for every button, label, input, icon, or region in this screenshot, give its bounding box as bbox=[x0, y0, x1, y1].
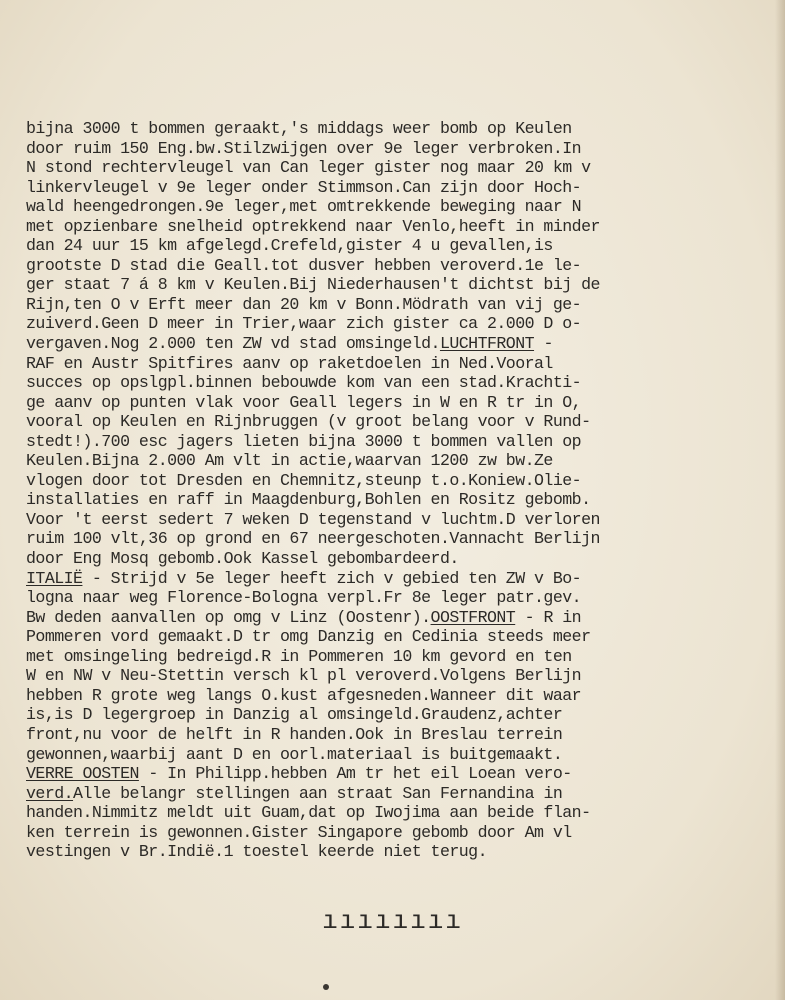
text-line: vooral op Keulen en Rijnbruggen (v groot belang voor v Rund- bbox=[26, 412, 591, 432]
text-line-verre-oosten bbox=[26, 764, 776, 784]
text-line: Keulen.Bijna 2.000 Am vlt in actie,waarvan 1200 zw bw.Ze bbox=[26, 451, 553, 471]
text-segment: - R in bbox=[515, 607, 582, 627]
text-line: ruim 100 vlt,36 op grond en 67 neergeschoten.Vannacht Berlijn bbox=[26, 529, 600, 549]
text-line: zuiverd.Geen D meer in Trier,waar zich gister ca 2.000 D o- bbox=[26, 314, 582, 334]
text-segment: Bw deden aanvallen op omg v Linz (Oostenr). bbox=[26, 607, 431, 627]
text-line: handen.Nimmitz meldt uit Guam,dat op Iwojima aan beide flan- bbox=[26, 803, 591, 823]
text-line: vestingen v Br.Indië.1 toestel keerde niet terug. bbox=[26, 842, 487, 862]
text-line: logna naar weg Florence-Bologna verpl.Fr 8e leger patr.gev. bbox=[26, 588, 582, 608]
heading-luchtfront: LUCHTFRONT bbox=[439, 334, 535, 354]
text-line: stedt!).700 esc jagers lieten bijna 3000 t bommen vallen op bbox=[26, 431, 582, 451]
text-line: door ruim 150 Eng.bw.Stilzwijgen over 9e leger verbroken.In bbox=[26, 138, 582, 158]
text-line: Pommeren vord gemaakt.D tr omg Danzig en Cedinia steeds meer bbox=[26, 627, 591, 647]
text-line: ge aanv op punten vlak voor Geall legers in W en R tr in O, bbox=[26, 392, 582, 412]
heading-italie: ITALIË bbox=[26, 568, 83, 588]
text-line-italie bbox=[26, 569, 776, 589]
text-line: hebben R grote weg langs O.kust afgesneden.Wanneer dit waar bbox=[26, 685, 582, 705]
text-line: vlogen door tot Dresden en Chemnitz,steunp t.o.Koniew.Olie- bbox=[26, 470, 582, 490]
text-line bbox=[26, 784, 776, 804]
text-line-oostfront bbox=[26, 608, 776, 628]
paper-edge-shadow bbox=[775, 0, 785, 1000]
text-segment: Alle belangr stellingen aan straat San Fernandina in bbox=[73, 783, 563, 803]
text-segment: - Strijd v 5e leger heeft zich v gebied ten ZW v Bo- bbox=[82, 568, 582, 588]
text-segment: - bbox=[534, 334, 553, 354]
text-line: Rijn,ten O v Erft meer dan 20 km v Bonn.Mödrath van vij ge- bbox=[26, 294, 582, 314]
text-line: is,is D legergroep in Danzig al omsingeld.Graudenz,achter bbox=[26, 705, 563, 725]
text-line: met omsingeling bedreigd.R in Pommeren 10 km gevord en ten bbox=[26, 646, 572, 666]
typed-bulletin-text bbox=[26, 119, 776, 862]
text-line: linkervleugel v 9e leger onder Stimmson.Can zijn door Hoch- bbox=[26, 177, 582, 197]
text-line: front,nu voor de helft in R handen.Ook in Breslau terrein bbox=[26, 724, 563, 744]
text-segment: - In Philipp.hebben Am tr het eil Loean vero- bbox=[138, 764, 572, 784]
text-segment: vergaven.Nog 2.000 ten ZW vd stad omsingeld. bbox=[26, 334, 440, 354]
text-line: met opzienbare snelheid optrekkend naar Venlo,heeft in minder bbox=[26, 216, 600, 236]
heading-oostfront: OOSTFRONT bbox=[430, 607, 516, 627]
text-line: dan 24 uur 15 km afgelegd.Crefeld,gister 4 u gevallen,is bbox=[26, 236, 553, 256]
text-line: door Eng Mosq gebomb.Ook Kassel gebombardeerd. bbox=[26, 549, 459, 569]
text-line: ger staat 7 á 8 km v Keulen.Bij Niederhausen't dichtst bij de bbox=[26, 275, 600, 295]
ink-dot bbox=[323, 984, 329, 990]
text-line: gewonnen,waarbij aant D en oorl.materiaal is buitgemaakt. bbox=[26, 744, 563, 764]
text-line: N stond rechtervleugel van Can leger gister nog maar 20 km v bbox=[26, 158, 591, 178]
text-line: installaties en raff in Maagdenburg,Bohlen en Rositz gebomb. bbox=[26, 490, 591, 510]
text-line: ken terrein is gewonnen.Gister Singapore gebomb door Am vl bbox=[26, 822, 572, 842]
closing-ornament: ıııııııı bbox=[322, 906, 463, 936]
text-line: Voor 't eerst sedert 7 weken D tegenstand v luchtm.D verloren bbox=[26, 509, 600, 529]
text-line: RAF en Austr Spitfires aanv op raketdoelen in Ned.Vooral bbox=[26, 353, 553, 373]
heading-verre-oosten-cont: verd. bbox=[26, 783, 74, 803]
text-line-luchtfront bbox=[26, 334, 776, 354]
text-line: grootste D stad die Geall.tot dusver hebben veroverd.1e le- bbox=[26, 255, 582, 275]
text-line: bijna 3000 t bommen geraakt,'s middags weer bomb op Keulen bbox=[26, 119, 572, 138]
text-line: succes op opslgpl.binnen bebouwde kom van een stad.Krachti- bbox=[26, 373, 582, 393]
text-line: wald heengedrongen.9e leger,met omtrekkende beweging naar N bbox=[26, 197, 582, 217]
heading-verre-oosten: VERRE OOSTEN bbox=[26, 764, 139, 784]
text-line: W en NW v Neu-Stettin versch kl pl veroverd.Volgens Berlijn bbox=[26, 666, 582, 686]
